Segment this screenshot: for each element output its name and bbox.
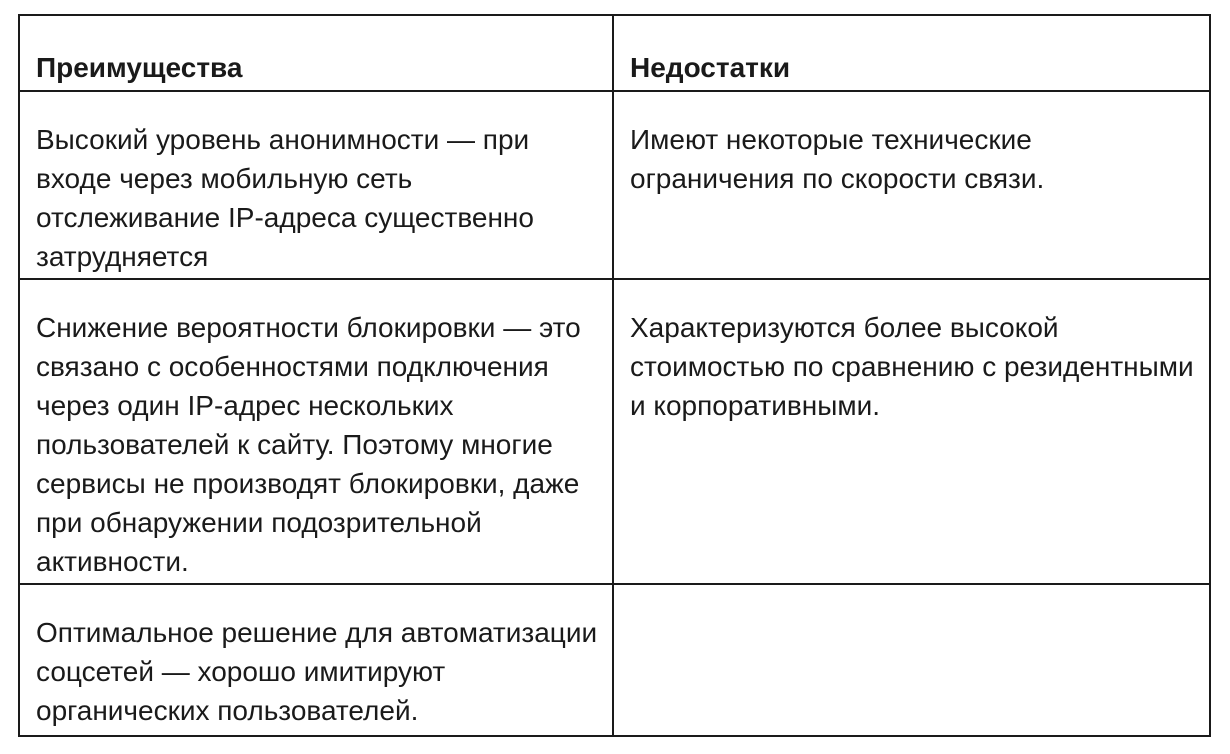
table-row bbox=[19, 279, 1210, 584]
comparison-table-container bbox=[18, 14, 1209, 735]
table-row bbox=[19, 91, 1210, 279]
advantage-cell: Оптимальное решение для автоматизации соцсетей — хорошо имитируют органических пользователей. bbox=[19, 584, 613, 736]
advantage-cell: Высокий уровень анонимности — при входе через мобильную сеть отслеживание IP-адреса существенно затрудняется bbox=[19, 91, 613, 279]
pros-cons-table bbox=[18, 14, 1211, 737]
advantage-cell: Снижение вероятности блокировки — это связано с особенностями подключения через один IP-адрес нескольких пользователей к сайту. Поэтому многие сервисы не производят блокировки, даже при обнаружении подозрительной активности. bbox=[19, 279, 613, 584]
table-header-row bbox=[19, 15, 1210, 91]
disadvantage-cell: Характеризуются более высокой стоимостью по сравнению с резидентными и корпоративными. bbox=[613, 279, 1210, 584]
disadvantage-cell: Имеют некоторые технические ограничения по скорости связи. bbox=[613, 91, 1210, 279]
header-disadvantages: Недостатки bbox=[613, 15, 1210, 91]
header-advantages: Преимущества bbox=[19, 15, 613, 91]
disadvantage-cell bbox=[613, 584, 1210, 736]
table-row bbox=[19, 584, 1210, 736]
